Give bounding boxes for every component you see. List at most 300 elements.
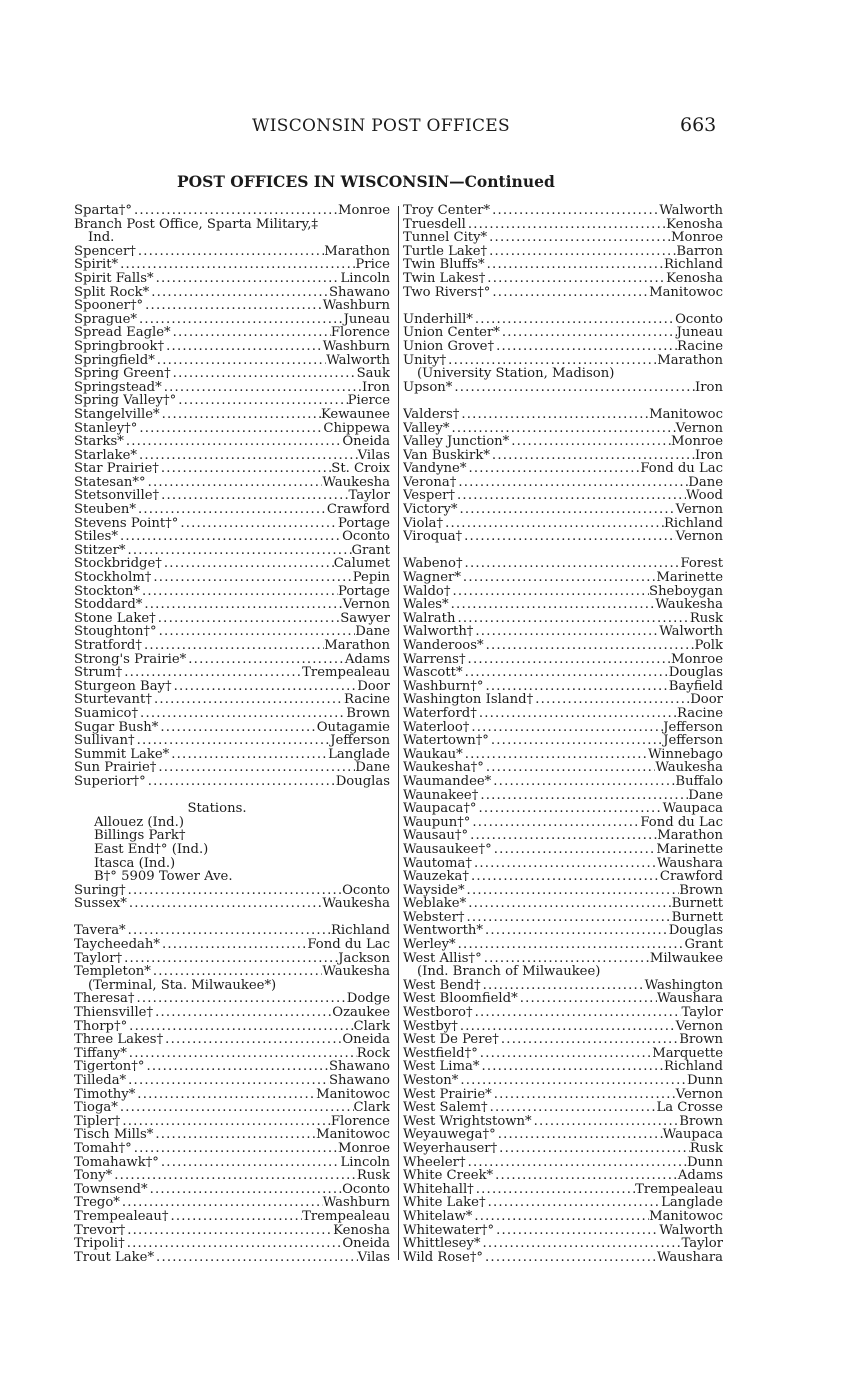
post-office-entry xyxy=(74,1237,390,1251)
post-office-entry xyxy=(74,1088,390,1102)
section-gap xyxy=(403,299,723,313)
post-office-name: Waukesha†° xyxy=(403,761,484,775)
dot-leader xyxy=(446,354,657,368)
county-name: Lincoln xyxy=(340,1155,390,1170)
county-name: Oconto xyxy=(342,1182,390,1197)
dot-leader xyxy=(470,816,640,830)
county-name: Juneau xyxy=(676,326,723,340)
post-office-entry xyxy=(403,422,723,436)
dot-leader xyxy=(126,924,331,938)
post-office-entry xyxy=(403,789,723,803)
post-office-entry xyxy=(74,1128,390,1142)
post-office-entry xyxy=(74,1115,390,1129)
post-office-name: Walrath xyxy=(403,611,456,626)
post-office-name: Stanley†° xyxy=(74,421,138,436)
post-office-name: Trevor† xyxy=(74,1223,126,1238)
dot-leader xyxy=(146,476,323,490)
county-name: Waukesha xyxy=(322,897,390,911)
post-office-name: Sprague* xyxy=(74,312,137,327)
county-name: Dane xyxy=(688,475,723,490)
dot-leader xyxy=(118,1101,354,1115)
station-entry: Itasca (Ind.) xyxy=(94,855,176,871)
post-office-name: Waterloo† xyxy=(403,720,470,735)
post-office-entry xyxy=(74,326,390,340)
dot-leader xyxy=(485,272,666,286)
dot-leader xyxy=(118,258,355,272)
dot-leader xyxy=(159,462,331,476)
county-name: Door xyxy=(690,693,723,707)
post-office-name: Union Center* xyxy=(403,326,500,340)
dot-leader xyxy=(455,489,686,503)
dot-leader xyxy=(496,1128,663,1142)
county-name: Langlade xyxy=(328,747,390,762)
post-office-entry xyxy=(74,666,390,680)
post-office-name: West De Pere† xyxy=(403,1033,499,1047)
dot-leader xyxy=(122,952,338,966)
post-office-entry xyxy=(403,721,723,735)
county-name: Washburn xyxy=(322,299,390,313)
dot-leader xyxy=(126,884,343,898)
section-gap xyxy=(74,789,390,803)
dot-leader xyxy=(155,354,326,368)
county-name: Taylor xyxy=(348,489,390,504)
post-office-entry xyxy=(403,1169,723,1183)
county-name: Grant xyxy=(684,938,723,952)
post-office-entry xyxy=(74,258,390,272)
dot-leader xyxy=(127,1020,353,1034)
post-office-name: Timothy* xyxy=(74,1087,136,1102)
post-office-name: Wanderoos* xyxy=(403,639,484,653)
post-office-entry xyxy=(74,965,390,979)
dot-leader xyxy=(486,1196,662,1210)
post-office-entry xyxy=(74,245,390,259)
dot-leader xyxy=(125,1224,333,1238)
county-name: Milwaukee xyxy=(649,951,723,966)
county-name: Marathon xyxy=(657,829,723,843)
post-office-name: Tavera* xyxy=(74,924,126,939)
post-office-entry xyxy=(74,1006,390,1020)
dot-leader xyxy=(159,489,348,503)
post-office-name: Van Buskirk* xyxy=(403,448,490,463)
post-office-name: Steuben* xyxy=(74,503,136,517)
dot-leader xyxy=(485,258,664,272)
county-name: Sauk xyxy=(356,367,390,381)
post-office-name: Wautoma† xyxy=(403,856,472,871)
post-office-name: Springbrook† xyxy=(74,339,165,354)
post-office-name: Whitelaw* xyxy=(403,1209,473,1224)
county-name: Iron xyxy=(695,380,723,395)
dot-leader xyxy=(164,340,323,354)
county-name: Marathon xyxy=(324,244,390,259)
post-office-entry xyxy=(403,557,723,571)
post-office-name: Whitehall† xyxy=(403,1182,474,1197)
post-office-name: Stevens Point†° xyxy=(74,516,179,531)
post-office-entry xyxy=(403,775,723,789)
dot-leader xyxy=(137,313,344,327)
post-office-entry xyxy=(403,897,723,911)
dot-leader xyxy=(154,272,341,286)
post-office-name: Stone Lake† xyxy=(74,611,156,626)
dot-leader xyxy=(487,245,676,259)
dot-leader xyxy=(484,639,695,653)
post-office-name: Statesan*° xyxy=(74,475,146,490)
county-name: Portage xyxy=(338,584,390,599)
post-office-name: Waukau* xyxy=(403,747,463,762)
dot-leader xyxy=(481,979,645,993)
post-office-entry xyxy=(403,870,723,884)
post-office-name: Suring† xyxy=(74,883,126,898)
county-name: Waupaca xyxy=(662,1128,723,1142)
post-office-name: Whittlesey* xyxy=(403,1237,481,1251)
county-name: Adams xyxy=(344,652,390,667)
dot-leader xyxy=(122,666,302,680)
post-office-name: Waunakee† xyxy=(403,788,479,803)
post-office-name: Twin Lakes† xyxy=(403,271,486,286)
county-name: Vilas xyxy=(357,1250,390,1265)
county-name: Jefferson xyxy=(330,734,390,748)
dot-leader xyxy=(484,761,655,775)
county-name: Florence xyxy=(330,1114,390,1129)
county-name: Racine xyxy=(677,339,723,354)
post-office-name: Trout Lake* xyxy=(74,1250,155,1265)
post-office-entry xyxy=(403,979,723,993)
dot-leader xyxy=(472,857,657,871)
dot-leader xyxy=(142,598,342,612)
dot-leader xyxy=(142,639,324,653)
dot-leader xyxy=(466,462,640,476)
post-office-name: Weyerhauser† xyxy=(403,1141,498,1156)
post-office-entry xyxy=(74,530,390,544)
dot-leader xyxy=(118,530,342,544)
dot-leader xyxy=(171,326,331,340)
post-office-name: Tripoli† xyxy=(74,1237,125,1251)
dot-leader xyxy=(458,1074,687,1088)
dot-leader xyxy=(477,707,677,721)
county-name: Dunn xyxy=(686,1074,723,1088)
post-office-name: Watertown†° xyxy=(403,734,489,748)
post-office-entry xyxy=(403,748,723,762)
county-name: Rusk xyxy=(689,611,723,626)
post-office-entry xyxy=(403,653,723,667)
dot-leader xyxy=(132,204,338,218)
dot-leader xyxy=(162,557,334,571)
county-name: Waupaca xyxy=(662,802,723,816)
post-office-entry xyxy=(74,272,390,286)
county-name: Racine xyxy=(677,706,723,721)
post-office-name: Stockton* xyxy=(74,584,140,599)
post-office-entry xyxy=(74,1047,390,1061)
station-entry: B†° 5909 Tower Ave. xyxy=(94,869,233,885)
post-office-name: Weston* xyxy=(403,1074,459,1088)
dot-leader xyxy=(172,680,358,694)
dot-leader xyxy=(138,707,346,721)
county-name: Kenosha xyxy=(666,217,723,232)
county-name: Waukesha xyxy=(322,965,390,979)
dot-leader xyxy=(156,761,355,775)
dot-leader xyxy=(532,1115,680,1129)
post-office-name: Tigerton†° xyxy=(74,1060,145,1074)
section-subtitle: POST OFFICES IN WISCONSIN—Continued xyxy=(177,172,555,191)
county-name: Outagamie xyxy=(316,720,390,735)
county-name: Racine xyxy=(344,693,390,707)
post-office-name: Stockholm† xyxy=(74,571,152,585)
post-office-name: Sun Prairie† xyxy=(74,761,157,775)
post-office-name: Waldo† xyxy=(403,584,451,599)
post-office-name: Wales* xyxy=(403,598,449,612)
post-office-entry xyxy=(403,326,723,340)
county-name: Waukesha xyxy=(322,475,390,490)
post-office-name: Washburn†° xyxy=(403,679,484,694)
post-office-name: Viroqua† xyxy=(403,530,463,544)
county-name: Crawford xyxy=(326,503,390,517)
post-office-entry xyxy=(403,1251,723,1265)
post-office-name: Sturtevant† xyxy=(74,693,152,707)
dot-leader xyxy=(169,1210,303,1224)
post-office-entry xyxy=(74,286,390,300)
county-name: Door xyxy=(357,679,390,694)
post-office-name: Strong's Prairie* xyxy=(74,652,187,667)
dot-leader xyxy=(474,1183,635,1197)
post-office-entry xyxy=(403,666,723,680)
county-name: Iron xyxy=(362,380,390,395)
dot-leader xyxy=(466,218,666,232)
post-office-entry xyxy=(403,1224,723,1238)
county-name: Monroe xyxy=(671,652,723,667)
post-office-name: Spring Valley†° xyxy=(74,394,177,408)
dot-leader xyxy=(533,693,690,707)
dot-leader xyxy=(135,1088,316,1102)
post-office-entry xyxy=(403,245,723,259)
county-name: Monroe xyxy=(671,435,723,449)
post-office-name: Wild Rose†° xyxy=(403,1250,484,1265)
post-office-entry xyxy=(74,598,390,612)
county-name: Richland xyxy=(330,924,390,939)
post-office-entry xyxy=(403,1060,723,1074)
post-office-entry xyxy=(403,598,723,612)
post-office-name: Stetsonville† xyxy=(74,489,160,504)
post-office-name: Spring Green† xyxy=(74,367,171,381)
post-office-entry xyxy=(74,1196,390,1210)
dot-leader xyxy=(143,299,323,313)
post-office-entry xyxy=(74,1020,390,1034)
dot-leader xyxy=(490,449,695,463)
post-office-entry xyxy=(74,612,390,626)
dot-leader xyxy=(153,1006,332,1020)
county-name: Douglas xyxy=(335,774,390,789)
dot-leader xyxy=(465,911,672,925)
post-office-name: Springfield* xyxy=(74,353,155,368)
county-name: Florence xyxy=(330,326,390,340)
county-name: Shawano xyxy=(329,1060,390,1074)
post-office-name: Tunnel City* xyxy=(403,231,488,245)
post-office-name: Underhill* xyxy=(403,312,473,327)
post-office-name: Thiensville† xyxy=(74,1006,154,1020)
post-office-entry xyxy=(403,462,723,476)
county-name: Clark xyxy=(353,1019,390,1034)
post-office-name: Tipler† xyxy=(74,1114,121,1129)
county-name: Waushara xyxy=(656,856,723,871)
dot-leader xyxy=(469,721,663,735)
dot-leader xyxy=(120,1115,331,1129)
post-office-entry xyxy=(403,1047,723,1061)
dot-leader xyxy=(468,829,657,843)
post-office-entry xyxy=(403,707,723,721)
county-name: Buffalo xyxy=(675,774,723,789)
county-name: Kenosha xyxy=(666,271,723,286)
dot-leader xyxy=(148,1183,343,1197)
dot-leader xyxy=(162,381,362,395)
post-office-entry xyxy=(74,354,390,368)
dot-leader xyxy=(487,231,671,245)
dot-leader xyxy=(490,286,649,300)
post-office-name: Templeton* xyxy=(74,965,151,979)
county-name: Richland xyxy=(663,258,723,272)
post-office-entry xyxy=(403,1101,723,1115)
post-office-name: West Allis†° xyxy=(403,951,482,966)
post-office-entry xyxy=(74,775,390,789)
post-office-entry xyxy=(74,408,390,422)
post-office-name: Warrens† xyxy=(403,652,466,667)
post-office-entry xyxy=(74,721,390,735)
post-office-name: Webster† xyxy=(403,910,465,925)
county-name: Manitowoc xyxy=(316,1087,390,1102)
post-office-name: Valders† xyxy=(403,407,460,422)
county-name: Vernon xyxy=(675,530,723,544)
post-office-name: Whitewater†° xyxy=(403,1223,495,1238)
county-name: Dane xyxy=(355,625,390,639)
county-name: Monroe xyxy=(338,1141,390,1156)
note-line: (Terminal, Sta. Milwaukee*) xyxy=(88,977,277,993)
post-office-name: Stockbridge† xyxy=(74,557,162,572)
county-name: Shawano xyxy=(329,1074,390,1088)
post-office-entry xyxy=(74,952,390,966)
dot-leader xyxy=(452,381,695,395)
county-name: Kenosha xyxy=(333,1223,390,1238)
post-office-name: Theresa† xyxy=(74,992,135,1007)
dot-leader xyxy=(136,503,327,517)
post-office-entry xyxy=(74,544,390,558)
dot-leader xyxy=(463,748,648,762)
post-office-name: Three Lakes† xyxy=(74,1033,164,1047)
post-office-entry xyxy=(403,503,723,517)
post-office-entry xyxy=(403,857,723,871)
post-office-entry xyxy=(403,449,723,463)
post-office-name: Waterford† xyxy=(403,706,477,721)
post-office-entry xyxy=(403,734,723,748)
note-line: (University Station, Madison) xyxy=(417,366,615,382)
post-office-name: Tisch Mills* xyxy=(74,1128,154,1142)
dot-leader xyxy=(124,435,343,449)
post-office-name: White Lake† xyxy=(403,1196,486,1210)
post-office-name: Troy Center* xyxy=(403,204,491,218)
post-office-entry xyxy=(74,680,390,694)
dot-leader xyxy=(497,1142,690,1156)
stations-heading: Stations. xyxy=(187,801,247,817)
county-name: Trempealeau xyxy=(302,666,390,680)
dot-leader xyxy=(465,884,680,898)
post-office-name: Split Rock* xyxy=(74,285,150,300)
post-office-name: Strum† xyxy=(74,666,123,680)
post-office-name: Truesdell xyxy=(403,217,466,232)
post-office-entry xyxy=(74,1210,390,1224)
county-name: Grant xyxy=(351,543,390,558)
post-office-entry xyxy=(403,218,723,232)
post-office-name: Thorp†° xyxy=(74,1019,128,1034)
dot-leader xyxy=(146,775,336,789)
post-office-entry xyxy=(74,435,390,449)
dot-leader xyxy=(463,666,669,680)
dot-leader xyxy=(153,1128,316,1142)
dot-leader xyxy=(466,1156,687,1170)
dot-leader xyxy=(488,1101,657,1115)
dot-leader xyxy=(518,992,657,1006)
post-office-entry xyxy=(74,299,390,313)
note-line: Branch Post Office, Sparta Military,‡ xyxy=(74,216,319,232)
county-name: Richland xyxy=(663,1060,723,1074)
post-office-entry xyxy=(74,1074,390,1088)
post-office-entry xyxy=(74,884,390,898)
county-name: Trempealeau xyxy=(302,1209,390,1224)
post-office-entry xyxy=(74,394,390,408)
dot-leader xyxy=(477,802,663,816)
post-office-name: Taylor† xyxy=(74,951,123,966)
running-title: WISCONSIN POST OFFICES xyxy=(252,116,510,136)
dot-leader xyxy=(154,1251,358,1265)
county-name: Oconto xyxy=(675,312,723,327)
post-office-name: Vandyne* xyxy=(403,462,467,476)
post-office-name: Stitzer* xyxy=(74,543,126,558)
county-name: Crawford xyxy=(659,870,723,884)
post-office-entry xyxy=(403,435,723,449)
county-name: Forest xyxy=(680,557,723,572)
post-office-name: Two Rivers†° xyxy=(403,285,491,300)
dot-leader xyxy=(456,476,688,490)
county-name: Jefferson xyxy=(663,720,723,735)
county-name: Dunn xyxy=(686,1155,723,1170)
county-name: Vernon xyxy=(675,1087,723,1102)
post-office-entry xyxy=(74,571,390,585)
county-name: Marinette xyxy=(656,842,723,857)
county-name: Waukesha xyxy=(655,598,723,612)
county-name: Waukesha xyxy=(655,761,723,775)
post-office-name: West Bend† xyxy=(403,978,481,993)
post-office-entry xyxy=(403,625,723,639)
post-office-entry xyxy=(403,489,723,503)
dot-leader xyxy=(160,938,307,952)
post-office-name: Waumandee* xyxy=(403,774,492,789)
post-office-name: West Prairie* xyxy=(403,1087,492,1102)
county-name: Pepin xyxy=(352,571,390,585)
post-office-entry xyxy=(74,367,390,381)
county-name: Burnett xyxy=(671,897,723,911)
post-office-name: Trempealeau† xyxy=(74,1209,169,1224)
left-column xyxy=(74,204,390,1264)
post-office-entry xyxy=(403,693,723,707)
post-office-name: Walworth† xyxy=(403,625,474,639)
county-name: Manitowoc xyxy=(649,285,723,300)
county-name: Adams xyxy=(677,1169,723,1183)
post-office-name: West Lima* xyxy=(403,1060,480,1074)
post-office-entry xyxy=(74,707,390,721)
post-office-entry xyxy=(74,1224,390,1238)
dot-leader xyxy=(134,992,346,1006)
post-office-name: Wagner* xyxy=(403,571,461,585)
county-name: Waushara xyxy=(656,1250,723,1265)
dot-leader xyxy=(478,789,688,803)
post-office-name: Upson* xyxy=(403,380,453,395)
county-name: Pierce xyxy=(347,394,390,408)
post-office-entry xyxy=(403,802,723,816)
